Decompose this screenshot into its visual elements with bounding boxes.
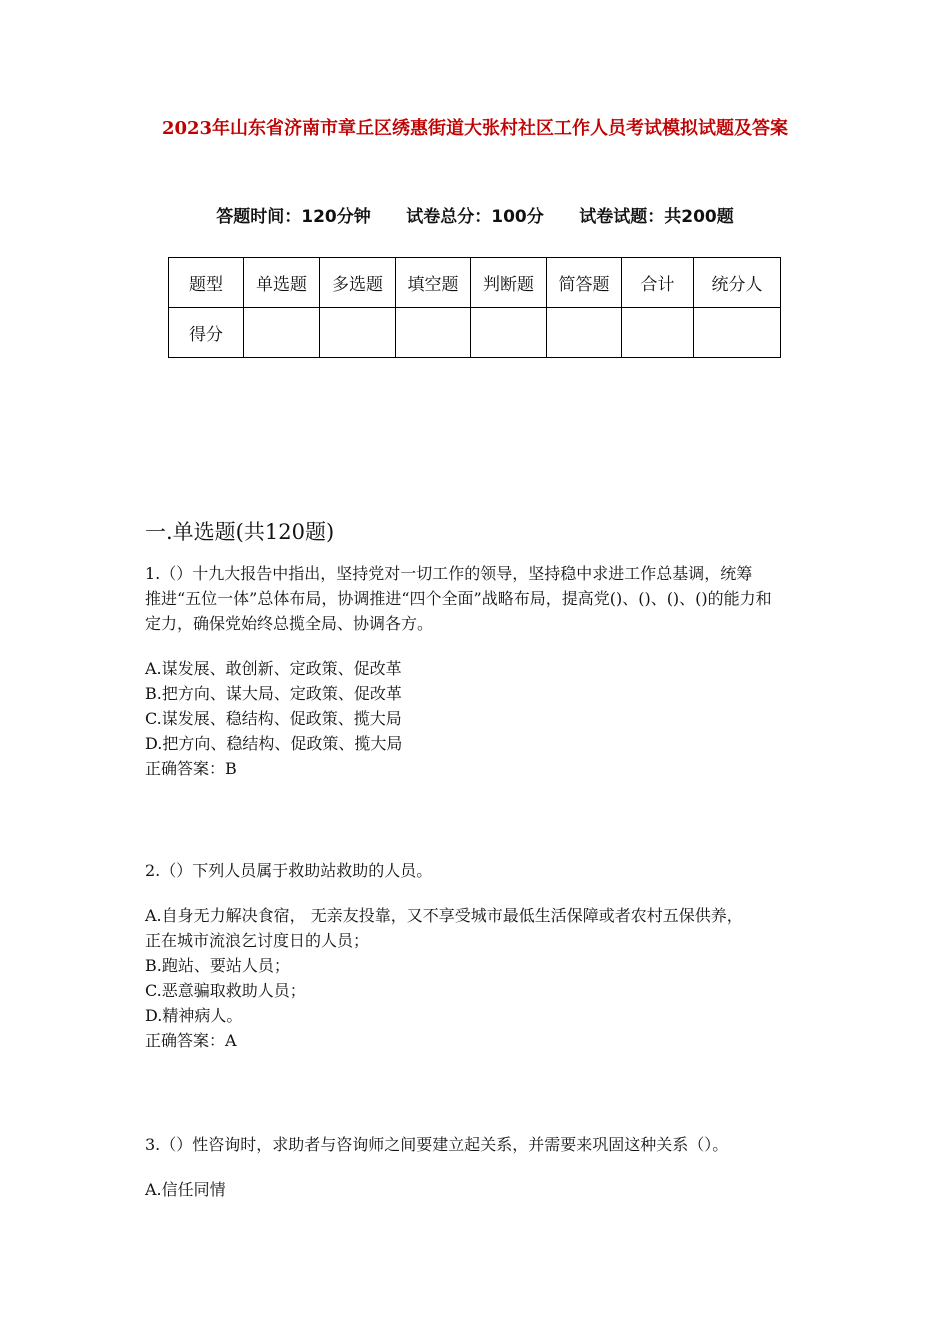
question-stem: 2.（）下列人员属于救助站救助的人员。 — [145, 861, 433, 880]
option-c: C.谋发展、稳结构、促政策、揽大局 — [145, 709, 402, 728]
option-b: B.把方向、谋大局、定政策、促改革 — [145, 684, 402, 703]
score-cell[interactable] — [320, 308, 396, 358]
option-a: A.谋发展、敢创新、定政策、促改革 — [145, 659, 402, 678]
score-row-label: 得分 — [169, 308, 244, 358]
score-cell[interactable] — [547, 308, 622, 358]
correct-answer: 正确答案：B — [145, 759, 237, 778]
question-stem: 3.（）性咨询时，求助者与咨询师之间要建立起关系，并需要来巩固这种关系（）。 — [145, 1135, 729, 1154]
question-stem: 1.（）十九大报告中指出，坚持党对一切工作的领导，坚持稳中求进工作总基调，统筹 — [145, 564, 753, 583]
document-title: 2023年山东省济南市章丘区绣惠街道大张村社区工作人员考试模拟试题及答案 — [161, 118, 789, 139]
question-stem: 定力，确保党始终总揽全局、协调各方。 — [145, 614, 434, 633]
score-header-cell: 判断题 — [471, 258, 547, 308]
exam-question-count: 试卷试题：共200题 — [579, 207, 734, 227]
score-table — [168, 257, 781, 358]
score-header-cell: 合计 — [622, 258, 694, 308]
correct-answer: 正确答案：A — [145, 1031, 237, 1050]
option-a: A.自身无力解决食宿， 无亲友投靠，又不享受城市最低生活保障或者农村五保供养， — [145, 906, 743, 925]
score-table-score-row — [169, 308, 781, 358]
score-header-cell: 多选题 — [320, 258, 396, 308]
question-stem: 推进“五位一体”总体布局，协调推进“四个全面”战略布局，提高党()、()、()、()的能力和 — [145, 589, 772, 608]
option-d: D.把方向、稳结构、促政策、揽大局 — [145, 734, 403, 753]
exam-time: 答题时间：120分钟 — [216, 207, 371, 227]
question-1 — [145, 561, 810, 781]
score-header-cell: 统分人 — [694, 258, 781, 308]
exam-meta — [0, 202, 950, 227]
score-header-cell: 题型 — [169, 258, 244, 308]
question-2 — [145, 858, 810, 1053]
option-a-continued: 正在城市流浪乞讨度日的人员； — [145, 931, 370, 950]
option-c: C.恶意骗取救助人员； — [145, 981, 306, 1000]
option-a: A.信任同情 — [145, 1180, 226, 1199]
question-3 — [145, 1132, 810, 1202]
score-table-header-row — [169, 258, 781, 308]
option-d: D.精神病人。 — [145, 1006, 243, 1025]
score-cell[interactable] — [396, 308, 471, 358]
score-header-cell: 单选题 — [244, 258, 320, 308]
section-heading: 一.单选题(共120题) — [145, 520, 335, 544]
score-cell[interactable] — [244, 308, 320, 358]
score-header-cell: 简答题 — [547, 258, 622, 308]
score-cell[interactable] — [471, 308, 547, 358]
score-header-cell: 填空题 — [396, 258, 471, 308]
score-cell[interactable] — [694, 308, 781, 358]
exam-total-score: 试卷总分：100分 — [406, 207, 544, 227]
option-b: B.跑站、要站人员； — [145, 956, 290, 975]
score-cell[interactable] — [622, 308, 694, 358]
